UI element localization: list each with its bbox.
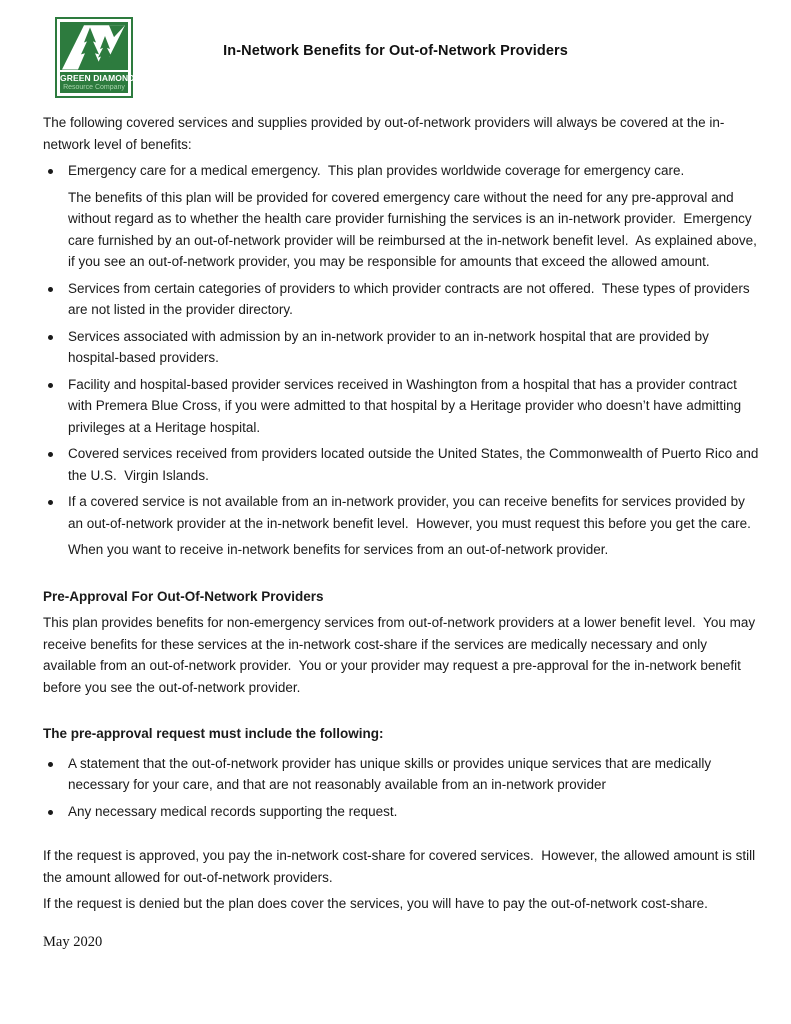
paragraph-request-approved: If the request is approved, you pay the in-network cost-share for covered services. However, the allowed amount is still the amount allowed for out-of-network providers. [43,848,759,885]
bullet-item-washington-facility [43,374,760,439]
paragraph-pre-approval-intro: This plan provides benefits for non-emergency services from out-of-network providers at a lower benefit level. You may receive benefits for these services at the in-network cost-share if the services are medically necessary and only available from an out-of-network provider. You or your provider may request a pre-approval for the in-network benefit before you see the out-of-network provider. [43,615,759,695]
section-heading-request-must-include: The pre-approval request must include the following: [43,726,384,741]
document-title: In-Network Benefits for Out-of-Network Providers [223,43,568,59]
date-footer: May 2020 [43,933,103,950]
bullet-item-medical-records [43,801,760,823]
bullet-text: If a covered service is not available from an in-network provider, you can receive benefits for services provided by an out-of-network provider at the in-network benefit level. However, you must request this before you get the care. [68,494,751,531]
bullet-text: Facility and hospital-based provider services received in Washington from a hospital that has a provider contract with Premera Blue Cross, if you were admitted to that hospital by a Heritage provider who doesn’t have admitting privileges at a Heritage hospital. [68,376,745,435]
bullet-text: Any necessary medical records supporting the request. [68,803,398,819]
bullet-item-statement [43,753,760,796]
bullet-text: Services associated with admission by an in-network provider to an in-network hospital that are provided by hospital-based providers. [68,328,713,365]
bullet-dot-icon [48,810,53,815]
bullet-dot-icon [48,452,53,457]
bullet-text: Covered services received from providers located outside the United States, the Commonwealth of Puerto Rico and the U.S. Virgin Islands. [68,446,763,483]
page-header [0,0,791,98]
bullet-item-provider-categories [43,278,760,321]
bullet-dot-icon [48,169,53,174]
intro-paragraph: The following covered services and supplies provided by out-of-network providers will always be covered at the in-network level of benefits: [43,115,725,152]
logo-company-name: GREEN DIAMOND [60,72,135,83]
bullet-item-outside-us [43,443,763,486]
bullet-dot-icon [48,500,53,505]
bullet-dot-icon [48,383,53,388]
bullet-text: Services from certain categories of providers to which provider contracts are not offered. These types of providers are not listed in the provider directory. [68,280,754,317]
bullet-dot-icon [48,335,53,340]
logo-company-subtitle: Resource Company [63,84,125,91]
sub-paragraph-when-you-want: When you want to receive in-network benefits for services from an out-of-network provider. [68,542,609,557]
document-body [0,98,791,953]
bullet-text: A statement that the out-of-network provider has unique skills or provides unique services that are medically necessary for your care, and that are not reasonably available from an in-network provider [68,755,715,792]
paragraph-request-denied: If the request is denied but the plan does cover the services, you will have to pay the out-of-network cost-share. [43,896,708,911]
bullet-item-emergency-care [43,160,760,182]
bullet-item-not-available [43,491,760,534]
bullet-text: Emergency care for a medical emergency. This plan provides worldwide coverage for emergency care. [68,163,685,178]
section-heading-pre-approval: Pre-Approval For Out-Of-Network Providers [43,588,324,604]
logo-text-band [60,70,135,94]
sub-paragraph-emergency-benefits: The benefits of this plan will be provided for covered emergency care without the need for any pre-approval and without regard as to whether the health care provider furnishing the services is an in-network provider. Emergency care furnished by an out-of-network provider will be reimbursed at the in-network benefit level. As explained above, if you see an out-of-network provider, you may be responsible for amounts that exceed the allowed amount. [68,189,761,269]
bullet-item-hospital-based [43,326,760,369]
bullet-dot-icon [48,287,53,292]
bullet-dot-icon [48,762,53,767]
